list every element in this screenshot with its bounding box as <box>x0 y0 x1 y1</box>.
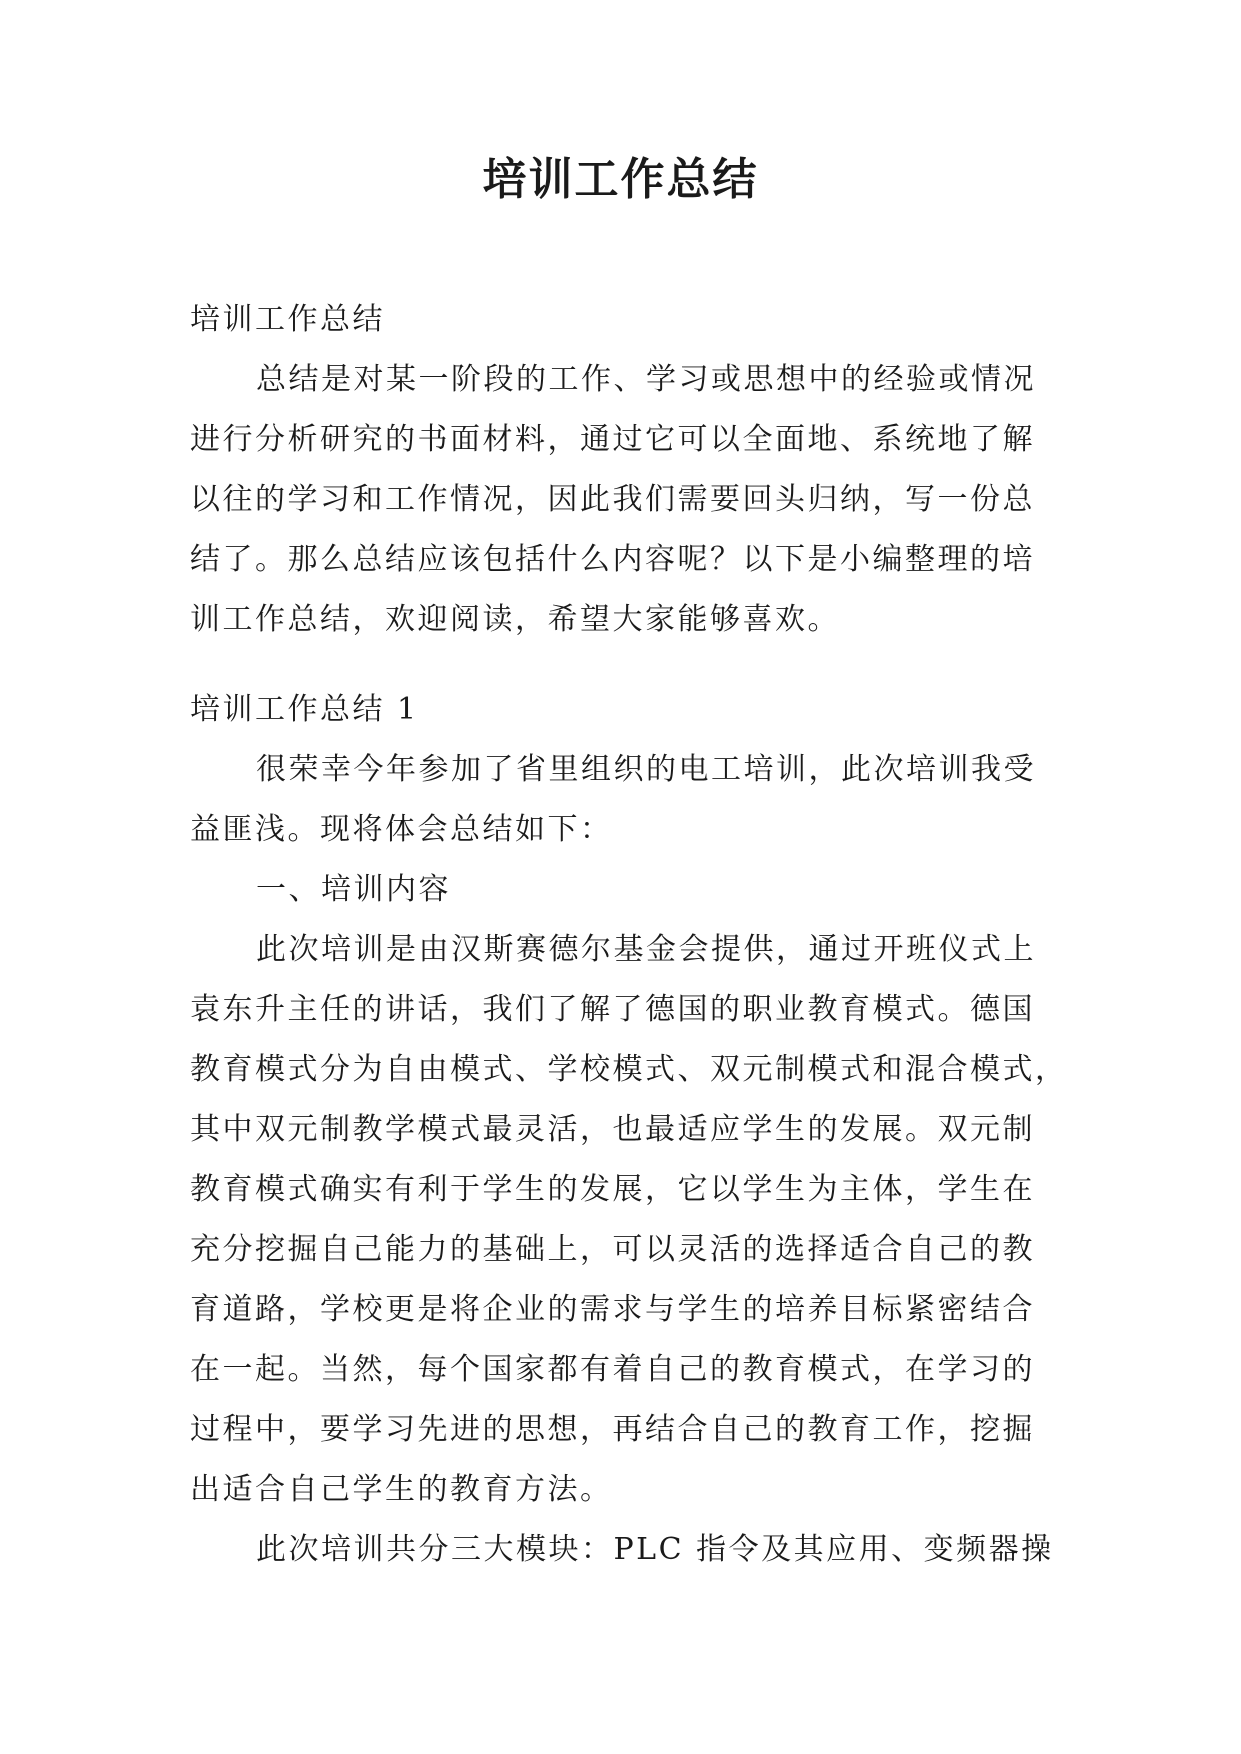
paragraph-line: 充分挖掘自己能力的基础上，可以灵活的选择适合自己的教 <box>190 1232 1035 1267</box>
paragraph-line: 育道路，学校更是将企业的需求与学生的培养目标紧密结合 <box>190 1292 1035 1327</box>
section-heading: 培训工作总结 1 <box>190 692 419 727</box>
paragraph-line: 此次培训共分三大模块：PLC 指令及其应用、变频器操 <box>256 1532 1054 1567</box>
paragraph-line: 教育模式确实有利于学生的发展，它以学生为主体，学生在 <box>190 1172 1035 1207</box>
paragraph-line: 在一起。当然，每个国家都有着自己的教育模式，在学习的 <box>190 1352 1035 1387</box>
intro-heading: 培训工作总结 <box>190 302 385 337</box>
paragraph-line: 过程中，要学习先进的思想，再结合自己的教育工作，挖掘 <box>190 1412 1035 1447</box>
intro-line: 结了。那么总结应该包括什么内容呢？以下是小编整理的培 <box>190 542 1035 577</box>
section-spacer <box>190 650 1050 680</box>
paragraph-line: 此次培训是由汉斯赛德尔基金会提供，通过开班仪式上 <box>256 932 1036 967</box>
subheading: 一、培训内容 <box>256 872 451 907</box>
paragraph-line: 教育模式分为自由模式、学校模式、双元制模式和混合模式， <box>190 1052 1068 1087</box>
paragraph-line: 袁东升主任的讲话，我们了解了德国的职业教育模式。德国 <box>190 992 1035 1027</box>
paragraph-line: 其中双元制教学模式最灵活，也最适应学生的发展。双元制 <box>190 1112 1035 1147</box>
intro-line: 以往的学习和工作情况，因此我们需要回头归纳，写一份总 <box>190 482 1035 517</box>
document-body <box>190 290 1068 1580</box>
document-title: 培训工作总结 <box>482 154 759 205</box>
paragraph-line: 出适合自己学生的教育方法。 <box>190 1472 613 1507</box>
intro-line: 训工作总结，欢迎阅读，希望大家能够喜欢。 <box>190 602 840 637</box>
intro-line: 进行分析研究的书面材料，通过它可以全面地、系统地了解 <box>190 422 1035 457</box>
paragraph-line: 益匪浅。现将体会总结如下： <box>190 812 613 847</box>
intro-line: 总结是对某一阶段的工作、学习或思想中的经验或情况 <box>256 362 1036 397</box>
paragraph-line: 很荣幸今年参加了省里组织的电工培训，此次培训我受 <box>256 752 1036 787</box>
